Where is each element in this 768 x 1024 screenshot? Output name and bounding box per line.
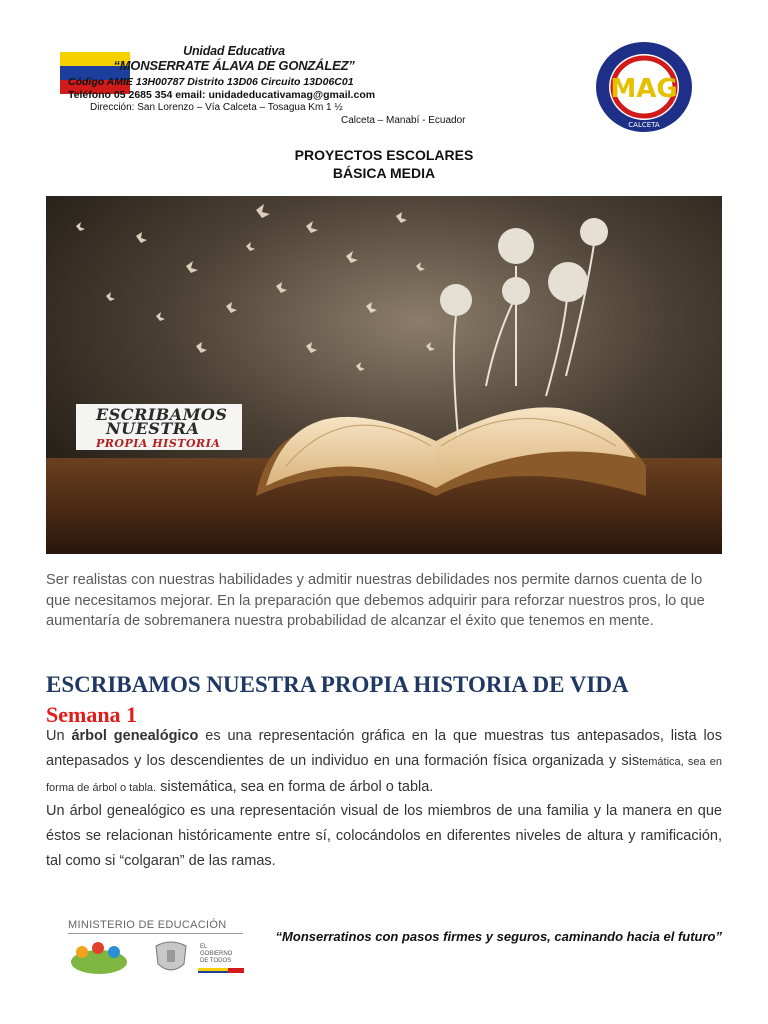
- seal-ring-text: CALCETA: [628, 121, 660, 129]
- school-motto: “Monserratinos con pasos firmes y seguros, caminando hacia el futuro”: [275, 929, 722, 944]
- school-name-line2: “MONSERRATE ÁLAVA DE GONZÁLEZ”: [113, 58, 355, 73]
- gobierno-text: EL GOBIERNO DE TODOS: [200, 944, 233, 964]
- hero-caption-line2: NUESTRA: [106, 419, 200, 438]
- paragraph-definition: Un árbol genealógico es una representación gráfica en la que muestras tus antepasados, lista los antepasados y los descendientes de un individuo en una formación física organizada y sistemática, sea en forma de árbol o tabla. sistemática, sea en forma de árbol o tabla.: [46, 728, 722, 795]
- ministry-divider: [68, 933, 243, 934]
- hero-caption-line1: ESCRIBAMOS: [96, 405, 228, 424]
- school-city: Calceta – Manabí - Ecuador: [341, 115, 466, 126]
- seal-initials: MAG: [610, 74, 678, 104]
- term-bold: árbol genealógico: [71, 728, 199, 744]
- hero-book-image: [46, 196, 722, 554]
- school-contact: Teléfono 05 2685 354 email: unidadeducativamag@gmail.com: [68, 89, 376, 101]
- hero-caption-line3: PROPIA HISTORIA: [96, 437, 221, 450]
- school-name-line1: Unidad Educativa: [183, 44, 285, 58]
- hero-caption: [76, 404, 242, 450]
- week-label: Semana 1: [46, 702, 138, 727]
- todo-una-vida-logo: [68, 940, 130, 976]
- main-heading: ESCRIBAMOS NUESTRA PROPIA HISTORIA DE VIDA: [46, 672, 629, 697]
- ministry-label: MINISTERIO DE EDUCACIÓN: [68, 919, 227, 931]
- paragraph-explanation: Un árbol genealógico es una representación visual de los miembros de una familia y la manera en que éstos se relacionan históricamente entre sí, colocándolos en diferentes niveles de altura y ramificación, tal como si “colgaran” de las ramas.: [46, 803, 722, 869]
- intro-paragraph: Ser realistas con nuestras habilidades y admitir nuestras debilidades nos permite darnos cuenta de lo que necesitamos mejorar. En la preparación que debemos adquirir para reforzar nuestros pros, lo que aumentaría de sobremanera nuestra probabilidad de alcanzar el éxito que tenemos en mente.: [46, 572, 705, 629]
- school-codes: Código AMIE 13H00787 Distrito 13D06 Circuito 13D06C01: [68, 76, 354, 88]
- level-subtitle: BÁSICA MEDIA: [332, 165, 436, 181]
- school-address: Dirección: San Lorenzo – Vía Calceta – Tosagua Km 1 ½: [90, 102, 343, 113]
- coat-of-arms-icon: [150, 940, 192, 976]
- school-seal-logo: [594, 40, 694, 134]
- projects-title: PROYECTOS ESCOLARES: [294, 147, 474, 163]
